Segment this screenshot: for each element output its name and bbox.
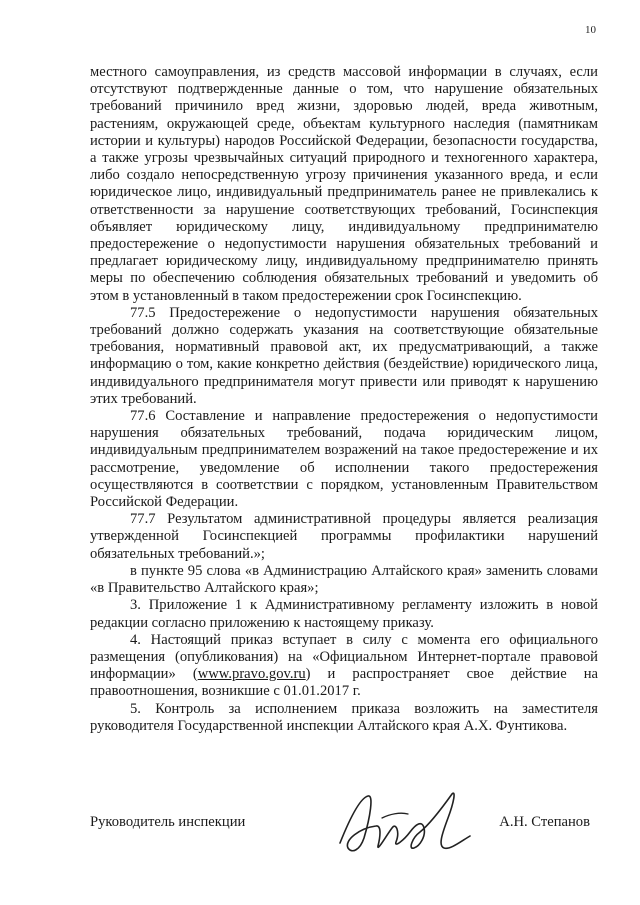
pravo-gov-link[interactable]: www.pravo.gov.ru (197, 666, 306, 683)
page-number: 10 (585, 24, 596, 36)
paragraph-77-6: 77.6 Составление и направление предостережения о недопустимости нарушения обязательных требований, подача юридическим лицом, индивидуальным предпринимателем возражений на такое предостережение и их рассмотрение, уведомление об исполнении такого предостережения осуществляются в соответствии с порядком, установленным Правительством Российской Федерации. (90, 408, 598, 511)
paragraph-point-95: в пункте 95 слова «в Администрацию Алтайского края» заменить словами «в Правительство Алтайского края»; (90, 562, 598, 597)
handwritten-signature (330, 788, 480, 860)
paragraph-item-3: 3. Приложение 1 к Административному регламенту изложить в новой редакции согласно приложению к настоящему приказу. (90, 597, 598, 631)
paragraph-77-7: 77.7 Результатом административной процедуры является реализация утвержденной Госинспекцией программы профилактики нарушений обязательных требований.»; (90, 511, 598, 562)
document-body (90, 64, 598, 735)
paragraph-item-4: 4. Настоящий приказ вступает в силу с момента его официального размещения (опубликования) на «Официальном Интернет-портале правовой информации» (www.pravo.gov.ru) и распространяет свое действие на правоотношения, возникшие с 01.01.2017 г. (90, 631, 599, 700)
paragraph-item-5: 5. Контроль за исполнением приказа возложить на заместителя руководителя Государственной инспекции Алтайского края А.Х. Фунтикова. (90, 700, 598, 734)
signatory-title: Руководитель инспекции (90, 814, 246, 830)
signature-block (90, 792, 598, 852)
paragraph-77-5: 77.5 Предостережение о недопустимости нарушения обязательных требований должно содержать указания на соответствующие обязательные требования, нормативный правовой акт, их предусматривающий, а также информацию о том, какие конкретно действия (бездействие) юридического лица, индивидуального предпринимателя могут привести или приводят к нарушению этих требований. (90, 304, 598, 407)
signatory-name: А.Н. Степанов (499, 814, 590, 830)
paragraph-continuation: местного самоуправления, из средств массовой информации в случаях, если отсутствуют подтвержденные данные о том, что нарушение обязательных требований причинило вред жизни, здоровью людей, вреда животным, растениям, окружающей среде, объектам культурного наследия (памятникам истории и культуры) народов Российской Федерации, безопасности государства, а также угрозы чрезвычайных ситуаций природного и техногенного характера, либо создало непосредственную угрозу причинения указанного вреда, и если юридическое лицо, индивидуальный предприниматель ранее не привлекались к ответственности за нарушение соответствующих требований, Госинспекция объявляет юридическому лицу, индивидуальному предпринимателю предостережение о недопустимости нарушения обязательных требований и предлагает юридическому лицу, индивидуальному предпринимателю принять меры по обеспечению соблюдения обязательных требований и уведомить об этом в установленный в таком предостережении срок Госинспекцию. (90, 64, 598, 304)
